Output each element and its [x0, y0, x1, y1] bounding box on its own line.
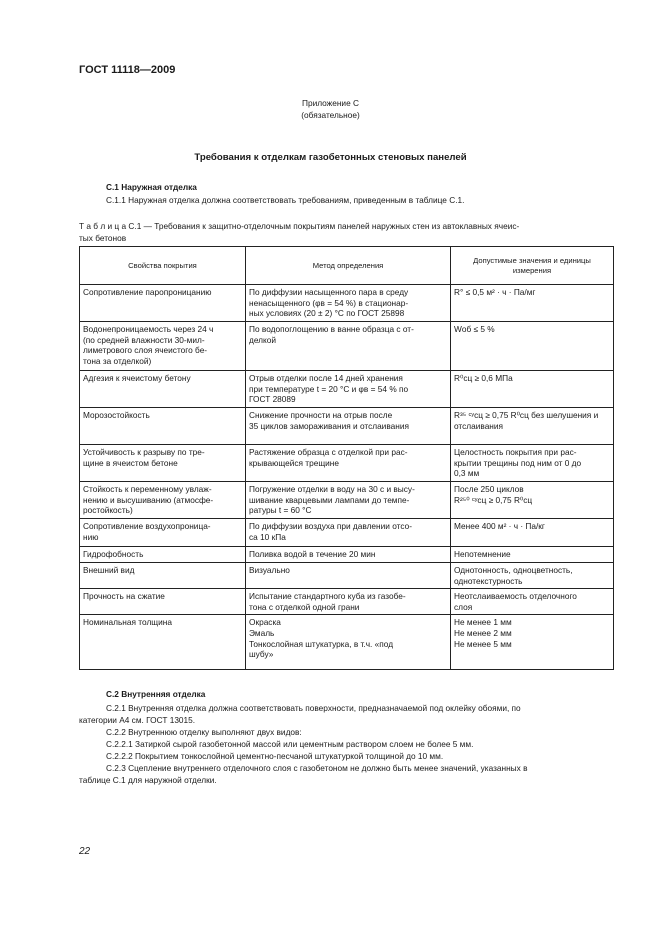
cell-line: По водопоглощению в ванне образца с от- — [249, 324, 414, 334]
table-row — [80, 285, 614, 322]
property-cell — [80, 589, 246, 615]
cell-line: После 250 циклов — [454, 484, 524, 494]
property-cell — [80, 482, 246, 519]
cell-line: Неотслаиваемость отделочного — [454, 591, 577, 602]
cell-line: шубу» — [249, 649, 274, 660]
cell-line: ГОСТ 28089 — [249, 394, 296, 405]
cell-line: тона с отделкой одной грани — [249, 601, 360, 612]
table-header-row — [80, 247, 614, 285]
cell-line: делкой — [249, 334, 276, 345]
cell-line: По диффузии воздуха при давлении отсо- — [249, 521, 412, 531]
cell-line: Водонепроницаемость через 24 ч — [83, 324, 214, 334]
cell-line: Отрыв отделки после 14 дней хранения — [249, 373, 403, 383]
cell-line: лиметрового слоя ячеистого бе- — [83, 345, 208, 356]
cell-line: Не менее 1 мм — [454, 617, 512, 628]
cell-line: слоя — [454, 601, 473, 612]
cell-line: Эмаль — [249, 627, 275, 638]
property-cell — [80, 445, 246, 482]
cell-line: Менее 400 м² · ч · Па/кг — [454, 521, 545, 531]
cell-line: Поливка водой в течение 20 мин — [249, 549, 376, 559]
cell-line: Не менее 2 мм — [454, 627, 512, 638]
table-row — [80, 547, 614, 563]
value-cell — [451, 482, 614, 519]
table-caption — [79, 220, 613, 244]
cell-line: R³⁵ ᶜʸсц ≥ 0,75 R⁰сц без шелушения и — [454, 410, 599, 420]
c2-line: С.2.1 Внутренняя отделка должна соответствовать поверхности, предназначаемой под оклейку обоями, по — [106, 703, 521, 713]
table-row — [80, 519, 614, 547]
c2-body — [79, 702, 613, 786]
cell-line: ных условиях (20 ± 2) °С по ГОСТ 25898 — [249, 308, 405, 319]
cell-line: Гидрофобность — [83, 549, 144, 559]
table-row — [80, 563, 614, 589]
cell-line: Wоб ≤ 5 % — [454, 324, 495, 334]
property-cell — [80, 322, 246, 371]
cell-line: Сопротивление воздухопроница- — [83, 521, 211, 531]
cell-line: однотекстурность — [454, 575, 523, 586]
cell-line: Стойкость к переменному увлаж- — [83, 484, 212, 494]
table-row — [80, 408, 614, 445]
cell-line: Однотонность, одноцветность, — [454, 565, 573, 575]
cell-line: Испытание стандартного куба из газобе- — [249, 591, 406, 602]
c2-line: С.2.3 Сцепление внутреннего отделочного слоя с газобетоном не должно быть менее значений, указанных в — [106, 763, 528, 773]
cell-line: Погружение отделки в воду на 30 с и высу- — [249, 484, 415, 494]
cell-line: 35 циклов замораживания и отслаивания — [249, 420, 409, 431]
annex-subtitle: (обязательное) — [301, 110, 360, 120]
value-cell — [451, 285, 614, 322]
c2-line: С.2.2 Внутреннюю отделку выполняют двух видов: — [106, 727, 302, 737]
cell-line: Устойчивость к разрыву по тре- — [83, 447, 205, 457]
cell-line: Адгезия к ячеистому бетону — [83, 373, 191, 383]
value-cell — [451, 322, 614, 371]
property-cell — [80, 371, 246, 408]
table-row — [80, 371, 614, 408]
method-cell — [246, 322, 451, 371]
cell-line: Снижение прочности на отрыв после — [249, 410, 393, 420]
cell-line: R²⁵⁰ ᶜʸсц ≥ 0,75 R⁰сц — [454, 494, 533, 505]
value-cell — [451, 547, 614, 563]
cell-line: при температуре t = 20 °С и φв = 54 % по — [249, 383, 409, 394]
c2-line: таблице С.1 для наружной отделки. — [79, 775, 217, 785]
method-cell — [246, 519, 451, 547]
cell-line: (по средней влажности 30-мил- — [83, 334, 205, 345]
property-cell — [80, 519, 246, 547]
cell-line: са 10 кПа — [249, 531, 286, 542]
property-cell — [80, 615, 246, 670]
cell-line: Окраска — [249, 617, 281, 628]
table-row — [80, 482, 614, 519]
method-cell — [246, 285, 451, 322]
cell-line: Растяжение образца с отделкой при рас- — [249, 447, 408, 457]
cell-line: крытии трещины под ним от 0 до — [454, 457, 582, 468]
cell-line: Номинальная толщина — [83, 617, 172, 628]
requirements-table — [79, 246, 614, 670]
cell-line: Морозостойкость — [83, 410, 150, 420]
cell-line: Внешний вид — [83, 565, 135, 575]
property-cell — [80, 408, 246, 445]
table-row — [80, 445, 614, 482]
cell-line: Целостность покрытия при рас- — [454, 447, 577, 457]
cell-line: нению и высушиванию (атмосфе- — [83, 494, 214, 505]
c2-line: С.2.2.1 Затиркой сырой газобетонной массой или цементным раствором слоем не более 5 мм. — [106, 739, 474, 749]
value-cell — [451, 408, 614, 445]
c1-heading: С.1 Наружная отделка — [106, 182, 197, 192]
standard-number: ГОСТ 11118—2009 — [79, 64, 176, 76]
cell-line: R° ≤ 0,5 м² · ч · Па/мг — [454, 287, 536, 297]
cell-line: R⁰сц ≥ 0,6 МПа — [454, 373, 513, 383]
cell-line: крывающейся трещине — [249, 457, 339, 468]
c2-heading: С.2 Внутренняя отделка — [106, 689, 206, 699]
value-cell — [451, 519, 614, 547]
cell-line: Не менее 5 мм — [454, 638, 512, 649]
value-cell — [451, 563, 614, 589]
cell-line: нию — [83, 531, 99, 542]
method-cell — [246, 615, 451, 670]
method-cell — [246, 482, 451, 519]
cell-line: 0,3 мм — [454, 468, 480, 479]
property-cell — [80, 285, 246, 322]
value-cell — [451, 589, 614, 615]
table-row — [80, 589, 614, 615]
cell-line: Тонкослойная штукатурка, в т.ч. «под — [249, 638, 394, 649]
column-header: Допустимые значения и единицы измерения — [451, 247, 614, 285]
value-cell — [451, 445, 614, 482]
method-cell — [246, 563, 451, 589]
column-header: Свойства покрытия — [80, 247, 246, 285]
annex-title: Приложение С — [302, 98, 359, 108]
table-caption-line: тых бетонов — [79, 233, 127, 243]
cell-line: ростойкость) — [83, 505, 133, 516]
method-cell — [246, 589, 451, 615]
method-cell — [246, 371, 451, 408]
property-cell — [80, 547, 246, 563]
cell-line: отслаивания — [454, 420, 504, 431]
cell-line: Визуально — [249, 565, 290, 575]
value-cell — [451, 371, 614, 408]
value-cell — [451, 615, 614, 670]
method-cell — [246, 547, 451, 563]
property-cell — [80, 563, 246, 589]
cell-line: Непотемнение — [454, 549, 511, 559]
c2-line: С.2.2.2 Покрытием тонкослойной цементно-песчаной штукатуркой толщиной до 10 мм. — [106, 751, 444, 761]
cell-line: ненасыщенного (φв = 54 %) в стационар- — [249, 297, 409, 308]
cell-line: Прочность на сжатие — [83, 591, 165, 602]
cell-line: По диффузии насыщенного пара в среду — [249, 287, 409, 297]
c2-line: категории А4 см. ГОСТ 13015. — [79, 715, 196, 725]
method-cell — [246, 408, 451, 445]
section-title: Требования к отделкам газобетонных стеновых панелей — [194, 152, 467, 163]
column-header: Метод определения — [246, 247, 451, 285]
page-number: 22 — [79, 846, 91, 857]
c1-paragraph: С.1.1 Наружная отделка должна соответствовать требованиям, приведенным в таблице С.1. — [106, 195, 465, 205]
method-cell — [246, 445, 451, 482]
table-caption-line: Т а б л и ц а С.1 — Требования к защитно-отделочным покрытиям панелей наружных стен из автоклавных ячеис- — [79, 221, 520, 231]
cell-line: ратуры t = 60 °С — [249, 505, 312, 516]
cell-line: шивание кварцевыми лампами до темпе- — [249, 494, 410, 505]
cell-line: Сопротивление паропроницанию — [83, 287, 212, 297]
table-row — [80, 322, 614, 371]
table-row — [80, 615, 614, 670]
cell-line: щине в ячеистом бетоне — [83, 457, 178, 468]
cell-line: тона за отделкой) — [83, 355, 152, 366]
